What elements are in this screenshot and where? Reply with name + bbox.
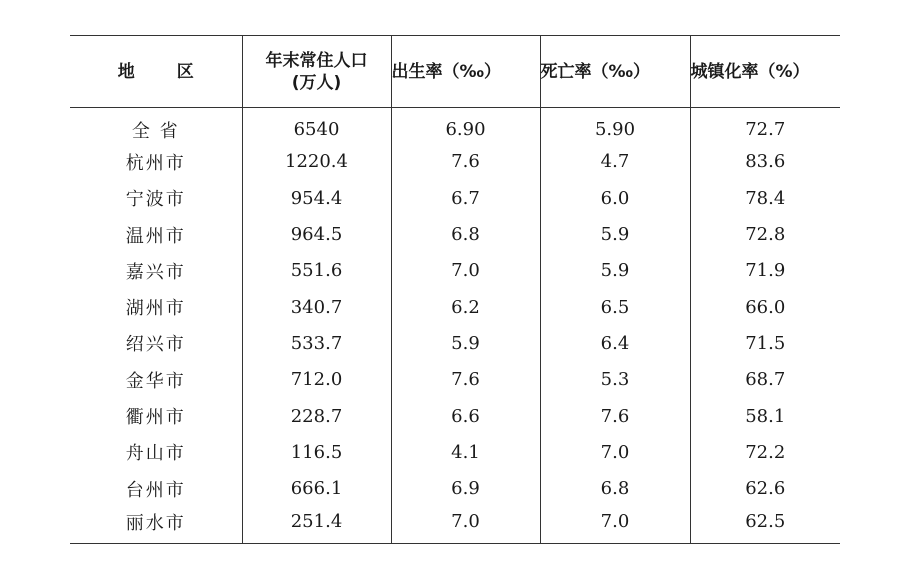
cell-urbanization-rate: 72.2: [690, 434, 840, 470]
cell-population: 712.0: [242, 362, 391, 398]
cell-population: 666.1: [242, 470, 391, 506]
table-row: [70, 144, 840, 180]
cell-birth-rate: 6.90: [391, 108, 540, 144]
table-row: [70, 108, 840, 144]
header-birth-rate: 出生率（‰）: [391, 36, 540, 108]
cell-population: 251.4: [242, 507, 391, 543]
cell-region: 舟山市: [125, 443, 186, 465]
cell-urbanization-rate: 83.6: [690, 144, 840, 180]
cell-region: 温州市: [125, 225, 186, 247]
cell-urbanization-rate: 68.7: [690, 362, 840, 398]
cell-population: 340.7: [242, 289, 391, 325]
table-row: [70, 253, 840, 289]
cell-death-rate: 5.9: [540, 216, 690, 252]
cell-death-rate: 5.3: [540, 362, 690, 398]
cell-urbanization-rate: 71.5: [690, 325, 840, 361]
header-region: [70, 36, 242, 108]
table-row: [70, 180, 840, 216]
cell-death-rate: 4.7: [540, 144, 690, 180]
cell-region: 衢州市: [125, 407, 186, 429]
cell-birth-rate: 7.0: [391, 507, 540, 543]
cell-urbanization-rate: 62.5: [690, 507, 840, 543]
cell-birth-rate: 6.6: [391, 398, 540, 434]
cell-region: 台州市: [125, 479, 186, 501]
table-row: [70, 325, 840, 361]
population-statistics-table: [70, 35, 840, 544]
cell-urbanization-rate: 66.0: [690, 289, 840, 325]
cell-urbanization-rate: 72.7: [690, 108, 840, 144]
cell-region: 金华市: [125, 370, 186, 392]
table-row: [70, 362, 840, 398]
cell-death-rate: 6.8: [540, 470, 690, 506]
cell-population: 1220.4: [242, 144, 391, 180]
header-urbanization-rate: 城镇化率（%）: [690, 36, 840, 108]
cell-population: 228.7: [242, 398, 391, 434]
table-row: [70, 216, 840, 252]
cell-population: 6540: [242, 108, 391, 144]
cell-birth-rate: 6.2: [391, 289, 540, 325]
cell-region: 宁波市: [125, 189, 186, 211]
header-population-line1: 年末常住人口: [265, 50, 368, 71]
cell-death-rate: 6.0: [540, 180, 690, 216]
cell-region: 嘉兴市: [125, 261, 186, 283]
cell-birth-rate: 7.6: [391, 144, 540, 180]
table-row: [70, 507, 840, 543]
cell-death-rate: 7.0: [540, 507, 690, 543]
cell-urbanization-rate: 62.6: [690, 470, 840, 506]
cell-region: 湖州市: [125, 298, 186, 320]
cell-death-rate: 6.5: [540, 289, 690, 325]
cell-death-rate: 7.6: [540, 398, 690, 434]
cell-population: 954.4: [242, 180, 391, 216]
header-population: [242, 36, 391, 108]
cell-urbanization-rate: 71.9: [690, 253, 840, 289]
table-row: [70, 289, 840, 325]
cell-region: 绍兴市: [125, 334, 186, 356]
cell-urbanization-rate: 72.8: [690, 216, 840, 252]
cell-birth-rate: 7.6: [391, 362, 540, 398]
table-row: [70, 434, 840, 470]
table-header: [70, 36, 840, 108]
header-death-rate: 死亡率（‰）: [540, 36, 690, 108]
header-population-line2: (万人): [291, 72, 342, 93]
table-row: [70, 470, 840, 506]
cell-urbanization-rate: 78.4: [690, 180, 840, 216]
cell-region: 丽水市: [125, 512, 186, 534]
cell-birth-rate: 4.1: [391, 434, 540, 470]
table-row: [70, 398, 840, 434]
cell-population: 533.7: [242, 325, 391, 361]
cell-birth-rate: 6.9: [391, 470, 540, 506]
cell-region: 全 省: [131, 120, 180, 142]
cell-birth-rate: 6.8: [391, 216, 540, 252]
cell-birth-rate: 5.9: [391, 325, 540, 361]
header-row: [70, 36, 840, 108]
cell-death-rate: 5.9: [540, 253, 690, 289]
header-region-label: 地 区: [117, 61, 212, 82]
cell-region: 杭州市: [125, 152, 186, 174]
cell-birth-rate: 6.7: [391, 180, 540, 216]
table-body: [70, 108, 840, 544]
cell-death-rate: 6.4: [540, 325, 690, 361]
cell-population: 116.5: [242, 434, 391, 470]
cell-population: 551.6: [242, 253, 391, 289]
cell-urbanization-rate: 58.1: [690, 398, 840, 434]
cell-death-rate: 5.90: [540, 108, 690, 144]
cell-population: 964.5: [242, 216, 391, 252]
cell-death-rate: 7.0: [540, 434, 690, 470]
cell-birth-rate: 7.0: [391, 253, 540, 289]
